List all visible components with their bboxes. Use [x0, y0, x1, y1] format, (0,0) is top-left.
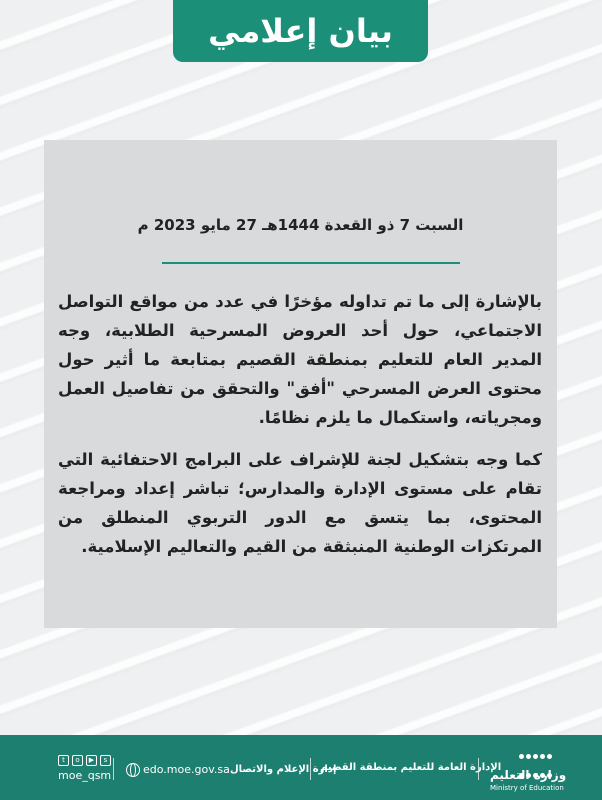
youtube-icon[interactable]: ▶: [86, 755, 97, 766]
ministry-logo-icon: [518, 745, 568, 765]
twitter-icon[interactable]: t: [58, 755, 69, 766]
ministry-name-en: Ministry of Education: [490, 784, 564, 792]
statement-date: السبت 7 ذو القعدة 1444هـ 27 مايو 2023 م: [137, 216, 464, 234]
social-icons: [58, 755, 111, 766]
page-title: بيان إعلامي: [208, 12, 393, 50]
website-link[interactable]: edo.moe.gov.sa: [143, 763, 230, 776]
statement-paragraph-2: كما وجه بتشكيل لجنة للإشراف على البرامج الاحتفائية التي تقام على مستوى الإدارة والمدارس؛ تباشر إعداد ومراجعة المحتوى، بما يتسق مع الدور التربوي المنطلق من المرتكزات الوطنية المنبثقة من القيم والتعاليم الإسلامية.: [58, 450, 542, 556]
footer-separator: [113, 758, 114, 780]
social-handle[interactable]: moe_qsm: [58, 769, 112, 782]
globe-icon: [126, 763, 140, 777]
title-banner: [173, 0, 428, 62]
date-divider: [162, 262, 460, 264]
office-name: إدارة الإعلام والاتصال: [230, 764, 337, 775]
statement-paragraph-1: بالإشارة إلى ما تم تداوله مؤخرًا في عدد من مواقع التواصل الاجتماعي، حول أحد العروض المسرحية الطلابية، وجه المدير العام للتعليم بمنطقة القصيم بمتابعة ما أثير حول محتوى العرض المسرحي "أفق" والتحقق من تفاصيل العمل ومجرياته، واستكمال ما يلزم نظامًا.: [58, 292, 542, 427]
department-name: الإدارة العامة للتعليم بمنطقة القصيم: [320, 762, 502, 773]
instagram-icon[interactable]: o: [72, 755, 83, 766]
ministry-name-ar: وزارة التعليم: [490, 768, 567, 782]
snapchat-icon[interactable]: s: [100, 755, 111, 766]
